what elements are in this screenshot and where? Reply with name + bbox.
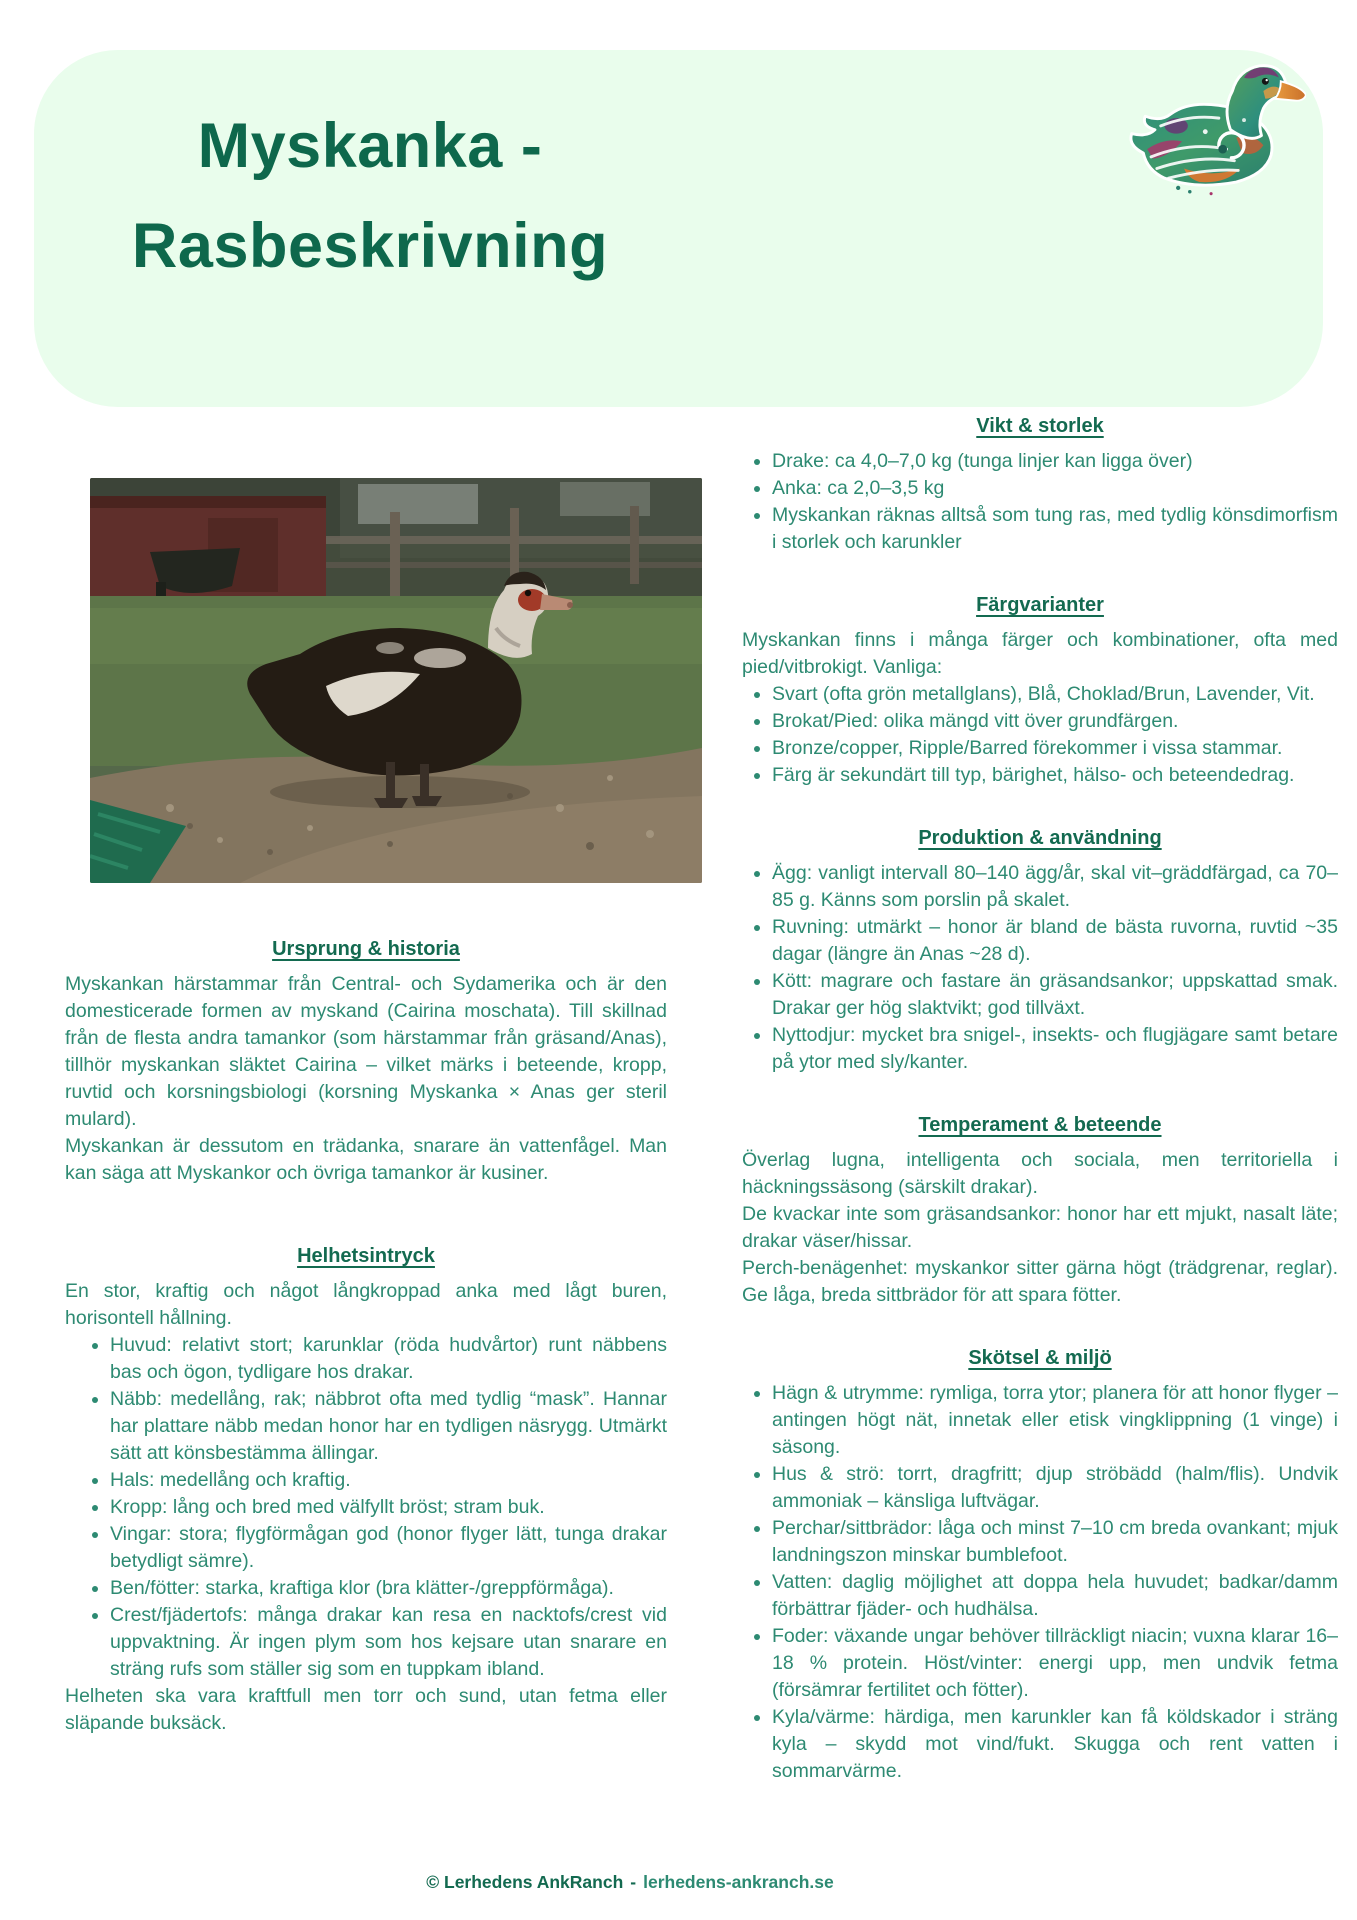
right-column	[742, 413, 1338, 1821]
ursprung-paragraph-1: Myskankan härstammar från Central- och Sydamerika och är den domesticerade formen av myskand (Cairina moschata). Till skillnad från de flesta andra tamankor (som härstammar från gräsand/Anas), tillhör myskankan släktet Cairina – vilket märks i beteende, kropp, ruvtid och korsningsbiologi (korsning Myskanka × Anas ger steril mulard).	[65, 973, 667, 1130]
left-column	[65, 936, 667, 1773]
page-title-line1: Myskanka -	[197, 111, 543, 181]
section-heading-temperament: Temperament & beteende	[918, 1114, 1162, 1136]
bullet-item: • Hus & strö: torrt, dragfritt; djup ströbädd (halm/flis). Undvik ammoniak – känsliga luftvägar.	[772, 1461, 1338, 1515]
ursprung-paragraph-2: Myskankan är dessutom en trädanka, snarare än vattenfågel. Man kan säga att Myskankor och övriga tamankor är kusiner.	[65, 1135, 667, 1184]
bullet-item: • Crest/fjädertofs: många drakar kan resa en nacktofs/crest vid uppvaktning. Är ingen plym som hos kejsare utan snarare en sträng rufs som ställer sig som en tuppkam ibland.	[110, 1602, 667, 1683]
temperament-paragraph-3: Perch-benägenhet: myskankor sitter gärna högt (trädgrenar, reglar). Ge låga, breda sittbrädor för att spara fötter.	[742, 1257, 1338, 1306]
section-heading-produktion: Produktion & användning	[918, 827, 1162, 849]
bullet-item: • Ben/fötter: starka, kraftiga klor (bra klätter-/greppförmåga).	[110, 1575, 667, 1602]
bullet-item: • Vatten: daglig möjlighet att doppa hela huvudet; badkar/damm förbättrar fjäder- och hudhälsa.	[772, 1569, 1338, 1623]
section-helhetsintryck	[65, 1243, 667, 1737]
temperament-paragraph-2: De kvackar inte som gräsandsankor: honor har ett mjukt, nasalt läte; drakar väser/hissar.	[742, 1203, 1338, 1252]
section-skotsel-miljo	[742, 1345, 1338, 1785]
page-title	[64, 96, 676, 296]
section-heading-vikt: Vikt & storlek	[976, 415, 1104, 437]
footer-separator: -	[630, 1872, 637, 1892]
bullet-item: • Huvud: relativt stort; karunklar (röda hudvårtor) runt näbbens bas och ögon, tydligare hos drakar.	[110, 1332, 667, 1386]
section-heading-skotsel: Skötsel & miljö	[968, 1347, 1112, 1369]
bullet-item: • Hägn & utrymme: rymliga, torra ytor; planera för att honor flyger – antingen högt nät, innetak eller etisk vingklippning (1 vinge) i säsong.	[772, 1380, 1338, 1461]
skotsel-bullet-list	[742, 1380, 1338, 1785]
bullet-item: • Hals: medellång och kraftig.	[110, 1467, 667, 1494]
section-produktion-anvandning	[742, 825, 1338, 1076]
footer	[0, 1870, 1260, 1894]
section-temperament-beteende	[742, 1112, 1338, 1309]
bullet-item: • Drake: ca 4,0–7,0 kg (tunga linjer kan ligga över)	[772, 448, 1338, 475]
bullet-item: • Svart (ofta grön metallglans), Blå, Choklad/Brun, Lavender, Vit.	[772, 681, 1338, 708]
section-heading-ursprung: Ursprung & historia	[272, 938, 460, 960]
bullet-item: • Perchar/sittbrädor: låga och minst 7–10 cm breda ovankant; mjuk landningszon minskar bumblefoot.	[772, 1515, 1338, 1569]
bullet-item: • Kyla/värme: härdiga, men karunkler kan få köldskador i sträng kyla – skydd mot vind/fukt. Skugga och rent vatten i sommarvärme.	[772, 1704, 1338, 1785]
bullet-item: • Myskankan räknas alltså som tung ras, med tydlig könsdimorfism i storlek och karunkler	[772, 502, 1338, 556]
section-heading-helhetsintryck: Helhetsintryck	[297, 1245, 435, 1267]
footer-brand: © Lerhedens AnkRanch	[426, 1872, 624, 1892]
bullet-item: • Foder: växande ungar behöver tillräckligt niacin; vuxna klarar 16–18 % protein. Höst/vinter: energi upp, men undvik fetma (försämrar fertilitet och fötter).	[772, 1623, 1338, 1704]
farg-intro: Myskankan finns i många färger och kombinationer, ofta med pied/vitbrokigt. Vanliga:	[742, 629, 1338, 678]
bullet-item: • Bronze/copper, Ripple/Barred förekommer i vissa stammar.	[772, 735, 1338, 762]
duck-logo-icon	[1122, 44, 1306, 200]
section-ursprung-historia	[65, 936, 667, 1187]
section-heading-farg: Färgvarianter	[976, 594, 1104, 616]
helhetsintryck-bullet-list	[65, 1332, 667, 1683]
bullet-item: • Kropp: lång och bred med välfyllt bröst; stram buk.	[110, 1494, 667, 1521]
page-title-line2: Rasbeskrivning	[131, 211, 609, 281]
bullet-item: • Färg är sekundärt till typ, bärighet, hälso- och beteendedrag.	[772, 762, 1338, 789]
helhetsintryck-outro: Helheten ska vara kraftfull men torr och sund, utan fetma eller släpande buksäck.	[65, 1685, 667, 1734]
bullet-item: • Nyttodjur: mycket bra snigel-, insekts- och flugjägare samt betare på ytor med sly/kanter.	[772, 1022, 1338, 1076]
bullet-item: • Näbb: medellång, rak; näbbrot ofta med tydlig “mask”. Hannar har plattare näbb medan honor har en tydligen näsrygg. Utmärkt sätt att könsbestämma ällingar.	[110, 1386, 667, 1467]
bullet-item: • Kött: magrare och fastare än gräsandsankor; uppskattad smak. Drakar ger hög slaktvikt; god tillväxt.	[772, 968, 1338, 1022]
duck-photo	[90, 478, 702, 883]
vikt-bullet-list	[742, 448, 1338, 556]
bullet-item: • Ägg: vanligt intervall 80–140 ägg/år, skal vit–gräddfärgad, ca 70–85 g. Känns som porslin på skalet.	[772, 860, 1338, 914]
section-vikt-storlek	[742, 413, 1338, 556]
bullet-item: • Vingar: stora; flygförmågan god (honor flyger lätt, tunga drakar betydligt sämre).	[110, 1521, 667, 1575]
footer-website: lerhedens-ankranch.se	[643, 1872, 834, 1892]
bullet-item: • Anka: ca 2,0–3,5 kg	[772, 475, 1338, 502]
helhetsintryck-intro: En stor, kraftig och något långkroppad anka med lågt buren, horisontell hållning.	[65, 1280, 667, 1329]
farg-bullet-list	[742, 681, 1338, 789]
bullet-item: • Brokat/Pied: olika mängd vitt över grundfärgen.	[772, 708, 1338, 735]
bullet-item: • Ruvning: utmärkt – honor är bland de bästa ruvorna, ruvtid ~35 dagar (längre än Anas ~28 d).	[772, 914, 1338, 968]
produktion-bullet-list	[742, 860, 1338, 1076]
temperament-paragraph-1: Överlag lugna, intelligenta och sociala, men territoriella i häckningssäsong (särskilt drakar).	[742, 1149, 1338, 1198]
section-fargvarianter	[742, 592, 1338, 789]
